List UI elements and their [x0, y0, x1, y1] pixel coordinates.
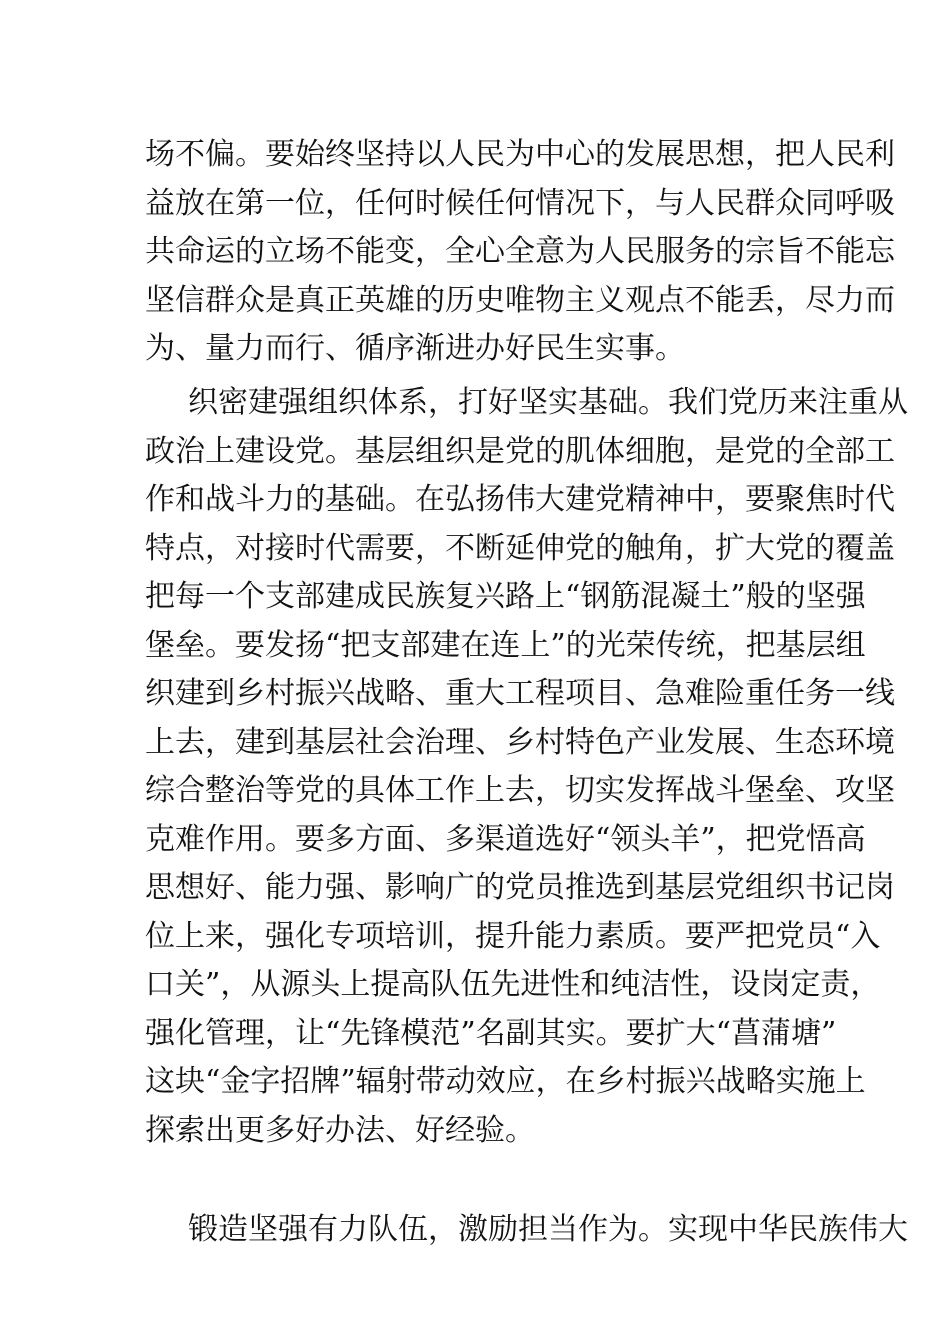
text-line: 上去，建到基层社会治理、乡村特色产业发展、生态环境: [145, 724, 895, 760]
text-line: 为、量力而行、循序渐进办好民生实事。: [145, 331, 685, 366]
text-line: 益放在第一位，任何时候任何情况下，与人民群众同呼吸: [145, 185, 895, 221]
text-line: 口关”，从源头上提高队伍先进性和纯洁性，设岗定责，: [145, 967, 881, 1002]
text-line: 织建到乡村振兴战略、重大工程项目、急难险重任务一线: [145, 676, 895, 711]
text-line: 织密建强组织体系，打好坚实基础。我们党历来注重从: [188, 385, 908, 420]
text-line: 把每一个支部建成民族复兴路上“钢筋混凝土”般的坚强: [145, 579, 866, 614]
text-line: 特点，对接时代需要，不断延伸党的触角，扩大党的覆盖: [145, 530, 895, 566]
paragraph-3: [145, 1206, 908, 1255]
text-line: 锻造坚强有力队伍，激励担当作为。实现中华民族伟大: [188, 1212, 908, 1247]
text-line: 探索出更多好办法、好经验。: [145, 1112, 535, 1148]
text-line: 克难作用。要多方面、多渠道选好“领头羊”，把党悟高: [145, 821, 866, 857]
paragraph-2: [145, 379, 908, 1155]
text-line: 场不偏。要始终坚持以人民为中心的发展思想，把人民利: [145, 137, 895, 172]
text-line: 强化管理，让“先锋模范”名副其实。要扩大“菖蒲塘”: [145, 1015, 837, 1051]
text-line: 综合整治等党的具体工作上去，切实发挥战斗堡垒、攻坚: [145, 773, 895, 808]
text-line: 共命运的立场不能变，全心全意为人民服务的宗旨不能忘: [145, 234, 895, 269]
text-line: 坚信群众是真正英雄的历史唯物主义观点不能丢，尽力而: [145, 282, 895, 318]
text-line: 思想好、能力强、影响广的党员推选到基层党组织书记岗: [145, 870, 895, 905]
text-line: 堡垒。要发扬“把支部建在连上”的光荣传统，把基层组: [145, 627, 866, 663]
paragraph-1: [145, 131, 895, 374]
text-line: 作和战斗力的基础。在弘扬伟大建党精神中，要聚焦时代: [145, 482, 895, 517]
text-line: 这块“金字招牌”辐射带动效应，在乡村振兴战略实施上: [145, 1064, 866, 1099]
text-line: 位上来，强化专项培训，提升能力素质。要严把党员“入: [145, 918, 881, 954]
text-line: 政治上建设党。基层组织是党的肌体细胞，是党的全部工: [145, 433, 895, 469]
